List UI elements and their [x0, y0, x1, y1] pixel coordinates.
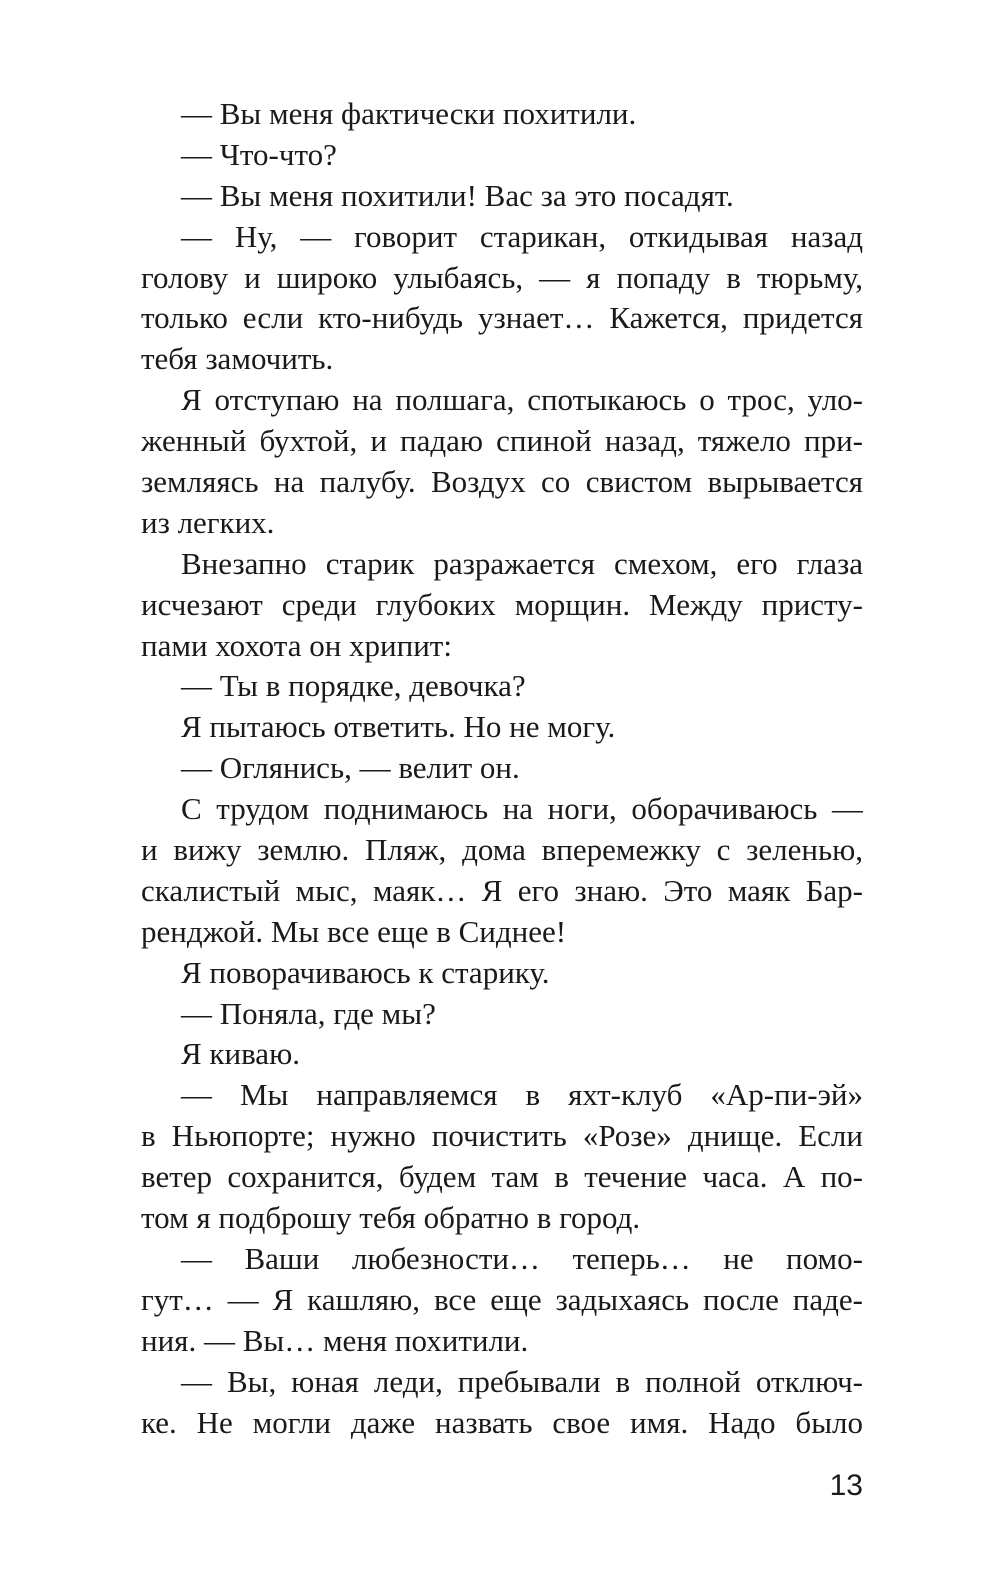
text-line: Я поворачиваюсь к старику.: [181, 954, 550, 990]
text-line: скалистый мыс, маяк… Я его знаю. Это маяк Бар-: [141, 872, 863, 908]
text-line: Я отступаю на полшага, спотыкаюсь о трос, уло-: [181, 382, 863, 418]
text-line: ке. Не могли даже назвать свое имя. Надо было: [141, 1404, 863, 1440]
text-line: гут… — Я кашляю, все еще задыхаясь после паде-: [141, 1281, 863, 1317]
text-line: Я пытаюсь ответить. Но не могу.: [181, 709, 616, 745]
text-line: С трудом поднимаюсь на ноги, оборачиваюсь —: [181, 791, 863, 827]
text-line: тебя замочить.: [141, 341, 334, 377]
text-line: — Ваши любезности… теперь… не помо-: [181, 1240, 863, 1276]
text-line: ветер сохранится, будем там в течение часа. А по-: [141, 1159, 863, 1195]
text-line: голову и широко улыбаясь, — я попаду в тюрьму,: [141, 259, 863, 295]
text-line: — Ну, — говорит старикан, откидывая назад: [181, 218, 863, 254]
text-line: — Ты в порядке, девочка?: [181, 668, 526, 704]
text-line: и вижу землю. Пляж, дома вперемежку с зеленью,: [141, 832, 863, 868]
text-line: — Вы меня фактически похитили.: [181, 96, 637, 131]
text-line: — Поняла, где мы?: [181, 995, 436, 1031]
text-line: пами хохота он хрипит:: [141, 627, 452, 663]
text-line: ренджой. Мы все еще в Сиднее!: [141, 913, 567, 949]
page-number: 13: [829, 1469, 863, 1502]
text-line: земляясь на палубу. Воздух со свистом вырывается: [141, 464, 863, 500]
text-line: — Вы меня похитили! Вас за это посадят.: [181, 177, 734, 213]
text-line: из легких.: [141, 504, 275, 540]
text-line: — Мы направляемся в яхт-клуб «Ар-пи-эй»: [181, 1077, 863, 1113]
text-line: женный бухтой, и падаю спиной назад, тяжело при-: [141, 423, 863, 459]
text-line: Внезапно старик разражается смехом, его глаза: [181, 545, 863, 581]
text-line: Я киваю.: [181, 1036, 300, 1072]
text-line: в Ньюпорте; нужно почистить «Розе» днище. Если: [141, 1118, 863, 1154]
text-line: — Оглянись, — велит он.: [181, 750, 520, 786]
text-line: — Что-что?: [181, 136, 337, 172]
text-line: только если кто-нибудь узнает… Кажется, придется: [141, 300, 863, 336]
text-line: том я подброшу тебя обратно в город.: [141, 1200, 641, 1236]
text-line: исчезают среди глубоких морщин. Между присту-: [141, 586, 863, 622]
body-text: [141, 94, 863, 1443]
text-line: — Вы, юная леди, пребывали в полной отключ-: [181, 1363, 863, 1399]
text-line: ния. — Вы… меня похитили.: [141, 1322, 529, 1358]
